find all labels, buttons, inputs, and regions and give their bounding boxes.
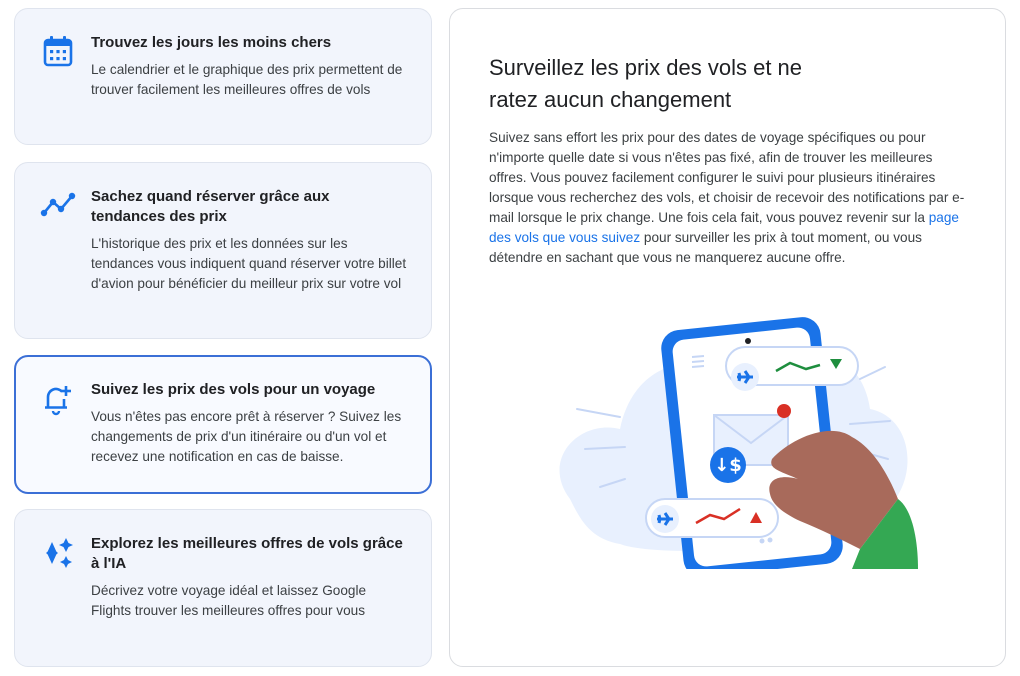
detail-body-text-end: pour surveiller les prix à tout moment, ou vous détendre en sachant que vous ne manquerez aucune offre. [489, 230, 922, 265]
svg-text:↓$: ↓$ [714, 455, 742, 476]
card-title: Suivez les prix des vols pour un voyage [91, 381, 376, 398]
sparkle-icon [40, 534, 76, 570]
detail-body [489, 128, 969, 268]
tracked-flights-link[interactable]: page des vols que vous suivez [489, 210, 959, 245]
detail-title: Surveillez les prix des vols et ne ratez aucun changement [489, 55, 803, 112]
card-title: Explorez les meilleures offres de vols grâce à l'IA [91, 535, 403, 572]
calendar-icon [40, 33, 76, 69]
card-description: Vous n'êtes pas encore prêt à réserver ? Suivez les changements de prix d'un itinéraire ou d'un vol et recevez une notification en cas de baisse. [91, 409, 402, 464]
card-description: Le calendrier et le graphique des prix permettent de trouver facilement les meilleures offres de vols [91, 62, 403, 97]
phone-price-tracking-illustration [540, 309, 920, 569]
feature-card-cheapest-days[interactable] [14, 8, 432, 145]
card-title: Trouvez les jours les moins chers [91, 34, 332, 51]
card-title: Sachez quand réserver grâce aux tendances des prix [91, 188, 330, 225]
detail-body-text: Suivez sans effort les prix pour des dates de voyage spécifiques ou pour n'importe quelle date si vous n'êtes pas fixé, afin de trouver les meilleures offres. Vous pouvez facilement configurer le suivi pour plusieurs itinéraires lorsque vous recherchez des vols, et choisir de recevoir des notifications par e-mail lorsque le prix change. Une fois cela fait, vous pouvez revenir sur la [489, 130, 965, 225]
feature-card-ai-deals[interactable] [14, 509, 432, 667]
trend-line-icon [40, 187, 76, 223]
card-description: L'historique des prix et les données sur les tendances vous indiquent quand réserver votre billet d'avion pour bénéficier du meilleur prix sur votre vol [91, 236, 407, 291]
feature-card-track-prices[interactable] [14, 355, 432, 494]
bell-add-icon [40, 380, 76, 416]
detail-panel [449, 8, 1006, 667]
card-description: Décrivez votre voyage idéal et laissez Google Flights trouver les meilleures offres pour vous [91, 583, 367, 618]
feature-card-price-trends[interactable] [14, 162, 432, 339]
